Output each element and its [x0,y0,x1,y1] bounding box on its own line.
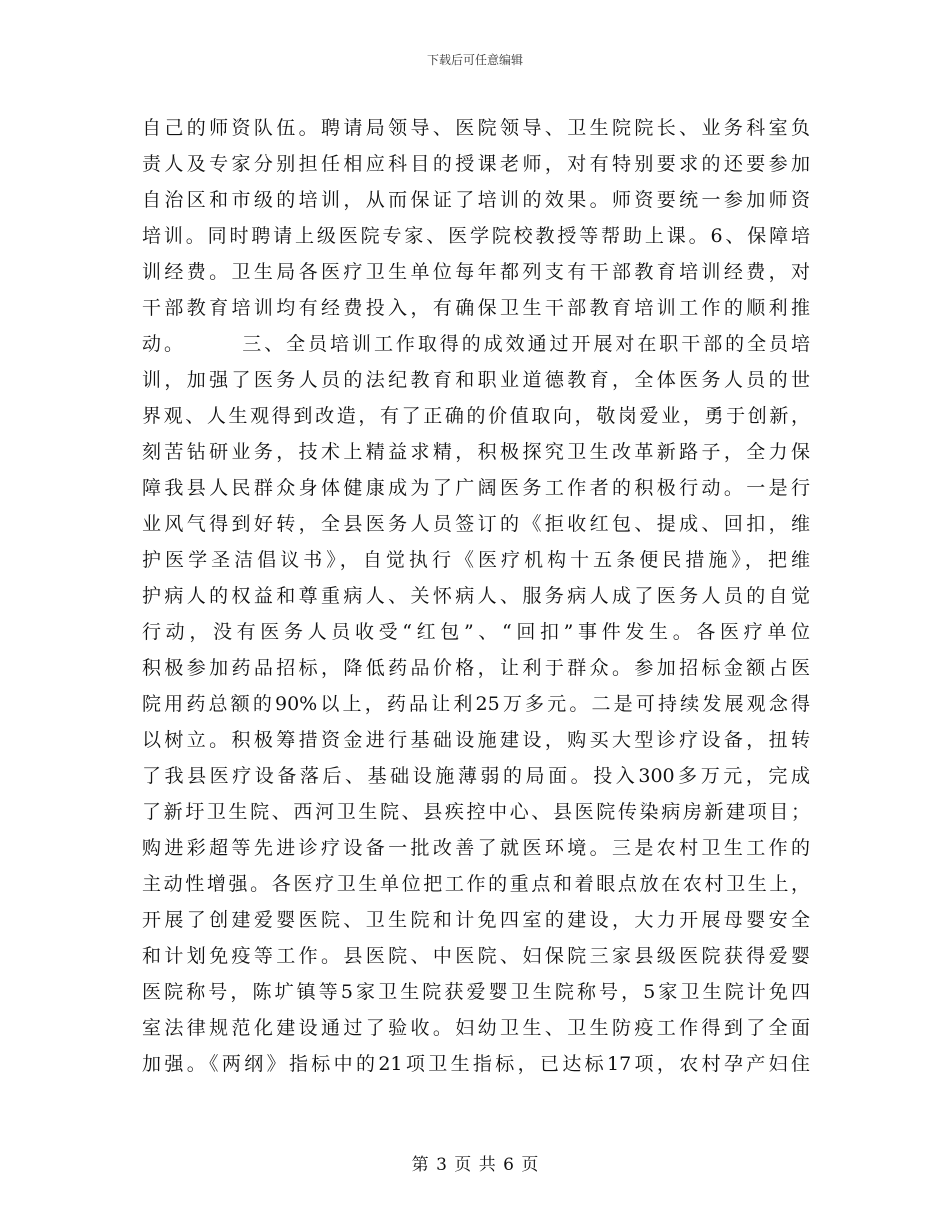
body-line-4: 培训。同时聘请上级医院专家、医学院校教授等帮助上课。6、保障培 [142,225,810,247]
body-line-23: 开展了创建爱婴医院、卫生院和计免四室的建设，大力开展母婴安全 [142,909,810,931]
body-line-6: 干部教育培训均有经费投入，有确保卫生干部教育培训工作的顺利推 [142,297,810,319]
body-line-22: 主动性增强。各医疗卫生单位把工作的重点和着眼点放在农村卫生上， [142,873,810,895]
body-line-14: 护病人的权益和尊重病人、关怀病人、服务病人成了医务人员的自觉 [142,585,810,607]
body-line-18: 以树立。积极筹措资金进行基础设施建设，购买大型诊疗设备，扭转 [142,729,810,751]
body-line-26: 室法律规范化建设通过了验收。妇幼卫生、卫生防疫工作得到了全面 [142,1017,810,1039]
body-line-21: 购进彩超等先进诊疗设备一批改善了就医环境。三是农村卫生工作的 [142,837,810,859]
body-line-5: 训经费。卫生局各医疗卫生单位每年都列支有干部教育培训经费，对 [142,261,810,283]
body-line-8: 训，加强了医务人员的法纪教育和职业道德教育，全体医务人员的世 [142,369,810,391]
document-body [142,110,810,1082]
body-line-3: 自治区和市级的培训，从而保证了培训的效果。师资要统一参加师资 [142,189,810,211]
body-line-27: 加强。《两纲》指标中的21项卫生指标，已达标17项，农村孕产妇住 [142,1053,810,1075]
body-line-24: 和计划免疫等工作。县医院、中医院、妇保院三家县级医院获得爱婴 [142,945,810,967]
body-line-1: 自己的师资队伍。聘请局领导、医院领导、卫生院院长、业务科室负 [142,117,810,139]
page-header-note: 下载后可任意编辑 [426,53,523,67]
body-line-11: 障我县人民群众身体健康成为了广阔医务工作者的积极行动。一是行 [142,477,810,499]
body-line-13: 护医学圣洁倡议书》，自觉执行《医疗机构十五条便民措施》，把维 [142,549,810,571]
body-line-16: 积极参加药品招标，降低药品价格，让利于群众。参加招标金额占医 [142,657,810,679]
body-line-7: 动。 三、全员培训工作取得的成效通过开展对在职干部的全员培 [142,333,810,355]
page-number-footer: 第 3 页 共 6 页 [411,1155,539,1175]
body-line-25: 医院称号，陈圹镇等5家卫生院获爱婴卫生院称号，5家卫生院计免四 [142,981,810,1003]
body-line-20: 了新圩卫生院、西河卫生院、县疾控中心、县医院传染病房新建项目； [142,801,810,823]
body-line-12: 业风气得到好转，全县医务人员签订的《拒收红包、提成、回扣，维 [142,513,810,535]
body-line-2: 责人及专家分别担任相应科目的授课老师，对有特别要求的还要参加 [142,153,810,175]
body-line-10: 刻苦钻研业务，技术上精益求精，积极探究卫生改革新路子，全力保 [142,441,810,463]
body-line-15: 行动，没有医务人员收受“红包”、“回扣”事件发生。各医疗单位 [142,621,810,643]
body-line-17: 院用药总额的90%以上，药品让利25万多元。二是可持续发展观念得 [142,693,810,715]
body-line-9: 界观、人生观得到改造，有了正确的价值取向，敬岗爱业，勇于创新， [142,405,810,427]
body-line-19: 了我县医疗设备落后、基础设施薄弱的局面。投入300多万元，完成 [142,765,810,787]
